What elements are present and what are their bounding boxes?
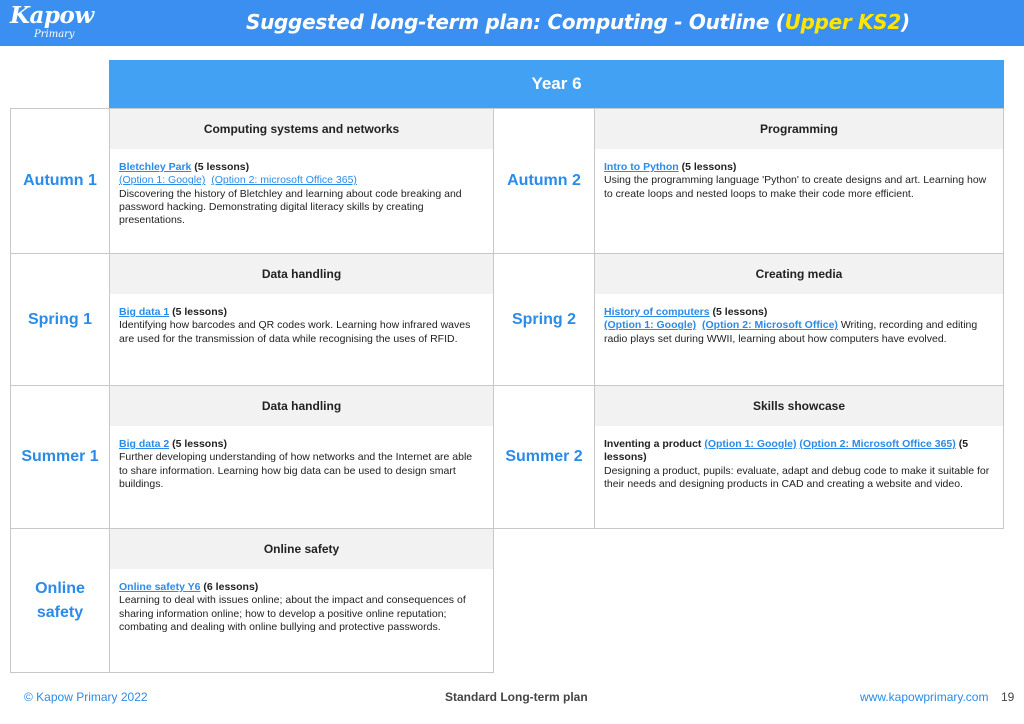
lesson-count: (5 lessons) — [709, 306, 768, 318]
unit-cell-summer-2 — [594, 385, 1004, 529]
unit-body — [595, 294, 1003, 346]
logo-text: Kapow — [10, 2, 94, 29]
unit-cell-autumn-1 — [109, 108, 494, 254]
unit-body — [110, 426, 493, 491]
season-summer-2: Summer 2 — [493, 385, 595, 529]
unit-heading: Computing systems and networks — [110, 109, 493, 149]
unit-heading: Skills showcase — [595, 386, 1003, 426]
option-2-office-link[interactable]: (Option 2: microsoft Office 365) — [211, 174, 357, 187]
lesson-count: (5 lessons) — [678, 161, 737, 173]
unit-heading: Data handling — [110, 386, 493, 426]
unit-link-intro-to-python[interactable]: Intro to Python — [604, 161, 679, 173]
unit-heading: Data handling — [110, 254, 493, 294]
unit-description: Identifying how barcodes and QR codes work. Learning how infrared waves are used for the transmission of data while recognising the uses of RFID. — [119, 319, 471, 345]
season-autumn-2: Autumn 2 — [493, 108, 595, 254]
logo-subtext: Primary — [34, 29, 75, 40]
lesson-count: (5 lessons) — [191, 161, 250, 173]
header-bar — [0, 0, 1024, 46]
unit-cell-spring-2 — [594, 253, 1004, 386]
option-1-google-link[interactable]: (Option 1: Google) — [119, 174, 206, 187]
lesson-count: (5 lessons) — [169, 306, 227, 318]
season-summer-1: Summer 1 — [10, 385, 110, 529]
season-spring-2: Spring 2 — [493, 253, 595, 386]
option-1-google-link[interactable]: (Option 1: Google) — [604, 319, 697, 332]
season-spring-1: Spring 1 — [10, 253, 110, 386]
season-online-safety: Online safety — [10, 528, 110, 673]
unit-link-big-data-1[interactable]: Big data 1 — [119, 306, 170, 318]
year-heading: Year 6 — [109, 60, 1004, 108]
unit-body — [110, 149, 493, 227]
unit-cell-online-safety — [109, 528, 494, 673]
footer-website-link[interactable]: www.kapowprimary.com — [860, 690, 989, 704]
unit-body — [110, 569, 493, 634]
unit-cell-autumn-2 — [594, 108, 1004, 254]
unit-body — [595, 149, 1003, 201]
unit-cell-summer-1 — [109, 385, 494, 529]
footer-document-name: Standard Long-term plan — [445, 690, 588, 704]
unit-body — [110, 294, 493, 346]
unit-link-history-of-computers[interactable]: History of computers — [604, 306, 710, 318]
unit-description: Using the programming language 'Python' to create designs and art. Learning how to create loops and nested loops to make their code more efficient. — [604, 174, 987, 200]
option-1-google-link[interactable]: (Option 1: Google) — [704, 438, 797, 450]
unit-description: Designing a product, pupils: evaluate, adapt and debug code to make it suitable for their needs and designing products in CAD and creating a website and video. — [604, 464, 990, 490]
kapow-logo[interactable] — [10, 3, 100, 43]
unit-link-big-data-2[interactable]: Big data 2 — [119, 438, 170, 450]
unit-link-bletchley-park[interactable]: Bletchley Park — [119, 161, 192, 173]
unit-heading: Creating media — [595, 254, 1003, 294]
lesson-count: (5 lessons) — [169, 438, 227, 450]
unit-heading: Programming — [595, 109, 1003, 149]
option-2-office-link[interactable]: (Option 2: Microsoft Office) — [702, 319, 838, 332]
lesson-count: (5 lessons) — [604, 438, 969, 464]
page-title: Suggested long-term plan: Computing - Outline (Upper KS2) — [246, 10, 910, 34]
key-stage-highlight: Upper KS2 — [784, 10, 901, 34]
unit-description: Discovering the history of Bletchley and learning about code breaking and password hacking. Demonstrating digital literacy skills by creating presentations. — [119, 187, 462, 227]
unit-title: Inventing a product — [604, 438, 705, 450]
option-2-office-link[interactable]: (Option 2: Microsoft Office 365) — [799, 438, 956, 450]
page-number: 19 — [1001, 690, 1015, 704]
unit-cell-spring-1 — [109, 253, 494, 386]
unit-body — [595, 426, 1003, 491]
season-autumn-1: Autumn 1 — [10, 108, 110, 254]
footer-copyright: © Kapow Primary 2022 — [24, 690, 148, 704]
unit-heading: Online safety — [110, 529, 493, 569]
lesson-count: (6 lessons) — [200, 581, 259, 593]
unit-description: Learning to deal with issues online; about the impact and consequences of sharing information online; how to develop a positive online reputation; combating and dealing with online bullying and protective passwords. — [119, 594, 466, 633]
unit-description: Further developing understanding of how networks and the Internet are able to share information. Learning how big data can be used to design smart buildings. — [119, 451, 473, 490]
unit-description: Writing, recording and editing radio plays set during WWII, learning about how computers have evolved. — [604, 319, 978, 345]
unit-link-online-safety-y6[interactable]: Online safety Y6 — [119, 581, 201, 593]
